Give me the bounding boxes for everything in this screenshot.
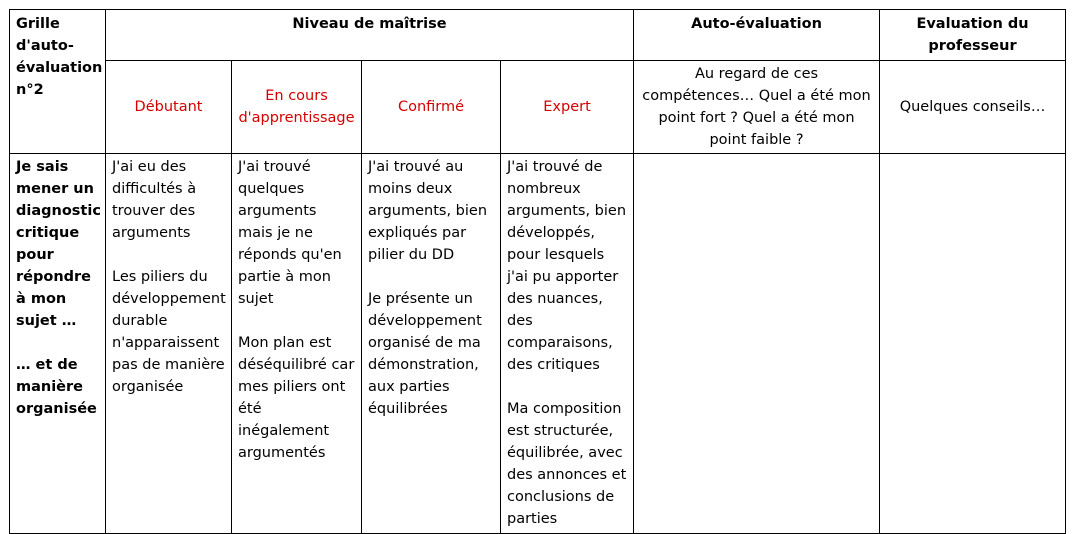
level-en-cours: En cours d'apprentissage: [232, 61, 362, 154]
header-row: [10, 10, 1066, 61]
self-assessment-prompt: Au regard de ces compétences… Quel a été mon point fort ? Quel a été mon point faible ?: [634, 61, 880, 154]
teacher-evaluation-answer-cell[interactable]: [880, 154, 1066, 534]
level-debutant: Débutant: [106, 61, 232, 154]
teacher-evaluation-header: Evaluation du professeur: [880, 10, 1066, 61]
level-confirme: Confirmé: [362, 61, 501, 154]
mastery-level-header: Niveau de maîtrise: [106, 10, 634, 61]
descriptor-confirme: J'ai trouvé au moins deux arguments, bien expliqués par pilier du DD Je présente un développement organisé de ma démonstration, aux parties équilibrées: [362, 154, 501, 534]
competence-row: [10, 154, 1066, 534]
teacher-advice-prompt: Quelques conseils…: [880, 61, 1066, 154]
level-expert: Expert: [501, 61, 634, 154]
self-assessment-header: Auto-évaluation: [634, 10, 880, 61]
descriptor-en-cours: J'ai trouvé quelques arguments mais je ne réponds qu'en partie à mon sujet Mon plan est déséquilibré car mes piliers ont été inégalement argumentés: [232, 154, 362, 534]
self-assessment-grid: [9, 9, 1066, 534]
level-row: [10, 61, 1066, 154]
descriptor-debutant: J'ai eu des difficultés à trouver des arguments Les piliers du développement durable n'apparaissent pas de manière organisée: [106, 154, 232, 534]
grid-title: Grille d'auto-évaluation n°2: [16, 16, 103, 98]
competence-cell: [10, 154, 106, 534]
grid-title-cell: [10, 10, 106, 154]
competence-text-1: Je sais mener un diagnostic critique pour répondre à mon sujet …: [16, 159, 101, 329]
descriptor-expert: J'ai trouvé de nombreux arguments, bien développés, pour lesquels j'ai pu apporter des nuances, des comparaisons, des critiques Ma composition est structurée, équilibrée, avec des annonces et conclusions de parties: [501, 154, 634, 534]
competence-text-2: … et de manière organisée: [16, 357, 97, 417]
self-assessment-answer-cell[interactable]: [634, 154, 880, 534]
